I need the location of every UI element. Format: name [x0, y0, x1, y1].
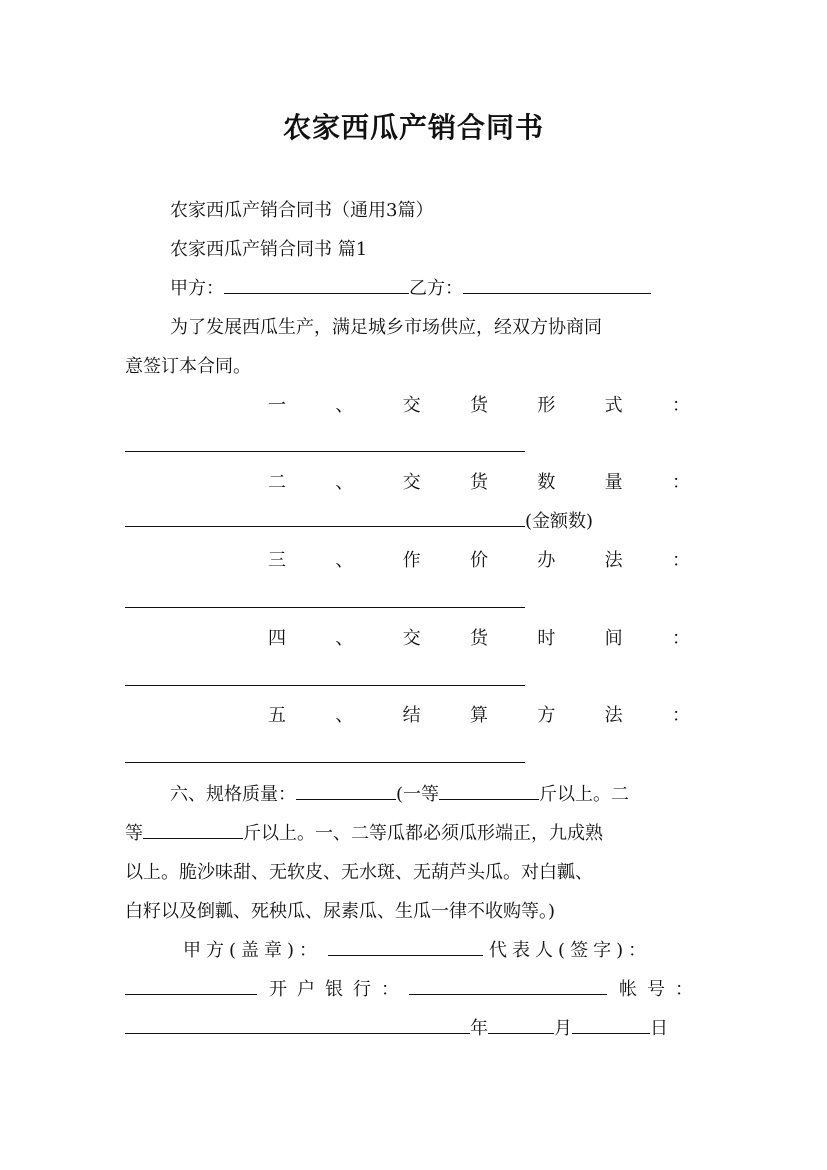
signature-line-1	[183, 932, 773, 970]
clause-6-line-2	[125, 815, 715, 853]
clause-char: 、	[335, 628, 354, 649]
grade-1-blank	[439, 777, 539, 800]
party-b-label: 乙方：	[409, 278, 463, 299]
clause-6-text: (一等	[396, 784, 440, 805]
intro-line-1: 为了发展西瓜生产，满足城乡市场供应，经双方协商同	[170, 317, 602, 338]
clause-char: 四	[268, 628, 286, 649]
subtitle: 农家西瓜产销合同书（通用3篇）	[170, 200, 434, 221]
clause-4-heading	[268, 620, 690, 658]
bank-blank	[409, 972, 607, 995]
clause-char: 货	[469, 395, 488, 416]
clause-char: 算	[469, 705, 488, 726]
clause-3-blank	[125, 607, 525, 608]
intro-line-2: 意签订本合同。	[125, 356, 251, 377]
clause-char: 形	[537, 395, 556, 416]
clause-6-line-3: 以上。脆沙味甜、无软皮、无水斑、无葫芦头瓜。对白瓤、	[125, 862, 593, 883]
clause-6-line-4: 白籽以及倒瓤、死秧瓜、尿素瓜、生瓜一律不收购等。)	[125, 901, 556, 922]
clause-char: 交	[402, 628, 421, 649]
clause-char: ：	[671, 395, 690, 416]
clause-char: 、	[335, 395, 354, 416]
clause-char: 二	[268, 472, 286, 493]
clause-char: 、	[335, 472, 354, 493]
date-line	[125, 1010, 715, 1048]
account-blank	[125, 1011, 470, 1034]
clause-1-heading	[268, 387, 690, 425]
grade-2-blank	[143, 816, 243, 839]
clause-char: 办	[537, 550, 556, 571]
clause-char: 间	[604, 628, 623, 649]
clause-char: 价	[469, 550, 488, 571]
clause-char: 、	[335, 550, 354, 571]
clause-char: 三	[268, 550, 286, 571]
document-title: 农家西瓜产销合同书	[282, 111, 544, 144]
quality-blank	[296, 777, 396, 800]
representative-blank	[125, 972, 257, 995]
party-a-blank	[224, 271, 409, 294]
clause-char: 法	[604, 705, 623, 726]
clause-char: 时	[537, 628, 556, 649]
clause-2-blank-line	[125, 503, 715, 541]
clause-char: 货	[469, 628, 488, 649]
clause-char: 数	[537, 472, 556, 493]
month-blank	[488, 1011, 554, 1034]
clause-1-blank	[125, 451, 525, 452]
clause-6-line-1	[170, 776, 760, 814]
clause-6-label: 六、规格质量：	[170, 784, 296, 805]
clause-char: ：	[671, 472, 690, 493]
date-day-label: 日	[650, 1018, 668, 1039]
date-year-label: 年	[470, 1018, 488, 1039]
day-blank	[572, 1011, 650, 1034]
date-month-label: 月	[554, 1018, 572, 1039]
clause-char: 货	[469, 472, 488, 493]
clause-char: 作	[402, 550, 421, 571]
bank-label: 开户银行：	[269, 979, 409, 1000]
clause-char: 方	[537, 705, 556, 726]
clause-2-tail: (金额数)	[525, 511, 594, 532]
representative-label: 代表人(签字)：	[489, 940, 652, 961]
signature-line-2	[125, 971, 715, 1009]
clause-char: 五	[268, 705, 286, 726]
account-label: 帐号：	[619, 979, 703, 1000]
clause-char: 量	[604, 472, 623, 493]
clause-char: ：	[671, 550, 690, 571]
clause-6-text: 斤以上。一、二等瓜都必须瓜形端正，九成熟	[243, 823, 603, 844]
party-a-seal-label: 甲方(盖章)：	[183, 940, 323, 961]
clause-char: 交	[402, 472, 421, 493]
clause-char: ：	[671, 705, 690, 726]
clause-char: 结	[402, 705, 421, 726]
party-a-seal-blank	[328, 933, 483, 956]
clause-2-heading	[268, 464, 690, 502]
clause-6-text: 等	[125, 823, 143, 844]
clause-2-blank	[125, 504, 525, 527]
clause-5-blank	[125, 762, 525, 763]
parties-line	[170, 270, 760, 308]
clause-6-text: 斤以上。二	[539, 784, 630, 805]
clause-char: ：	[671, 628, 690, 649]
clause-char: 法	[604, 550, 623, 571]
clause-char: 、	[335, 705, 354, 726]
clause-5-heading	[268, 697, 690, 735]
clause-char: 式	[604, 395, 623, 416]
clause-char: 一	[268, 395, 286, 416]
clause-3-heading	[268, 542, 690, 580]
part-heading: 农家西瓜产销合同书 篇1	[170, 239, 368, 260]
party-a-label: 甲方：	[170, 278, 224, 299]
party-b-blank	[463, 271, 651, 294]
clause-4-blank	[125, 685, 525, 686]
clause-char: 交	[402, 395, 421, 416]
